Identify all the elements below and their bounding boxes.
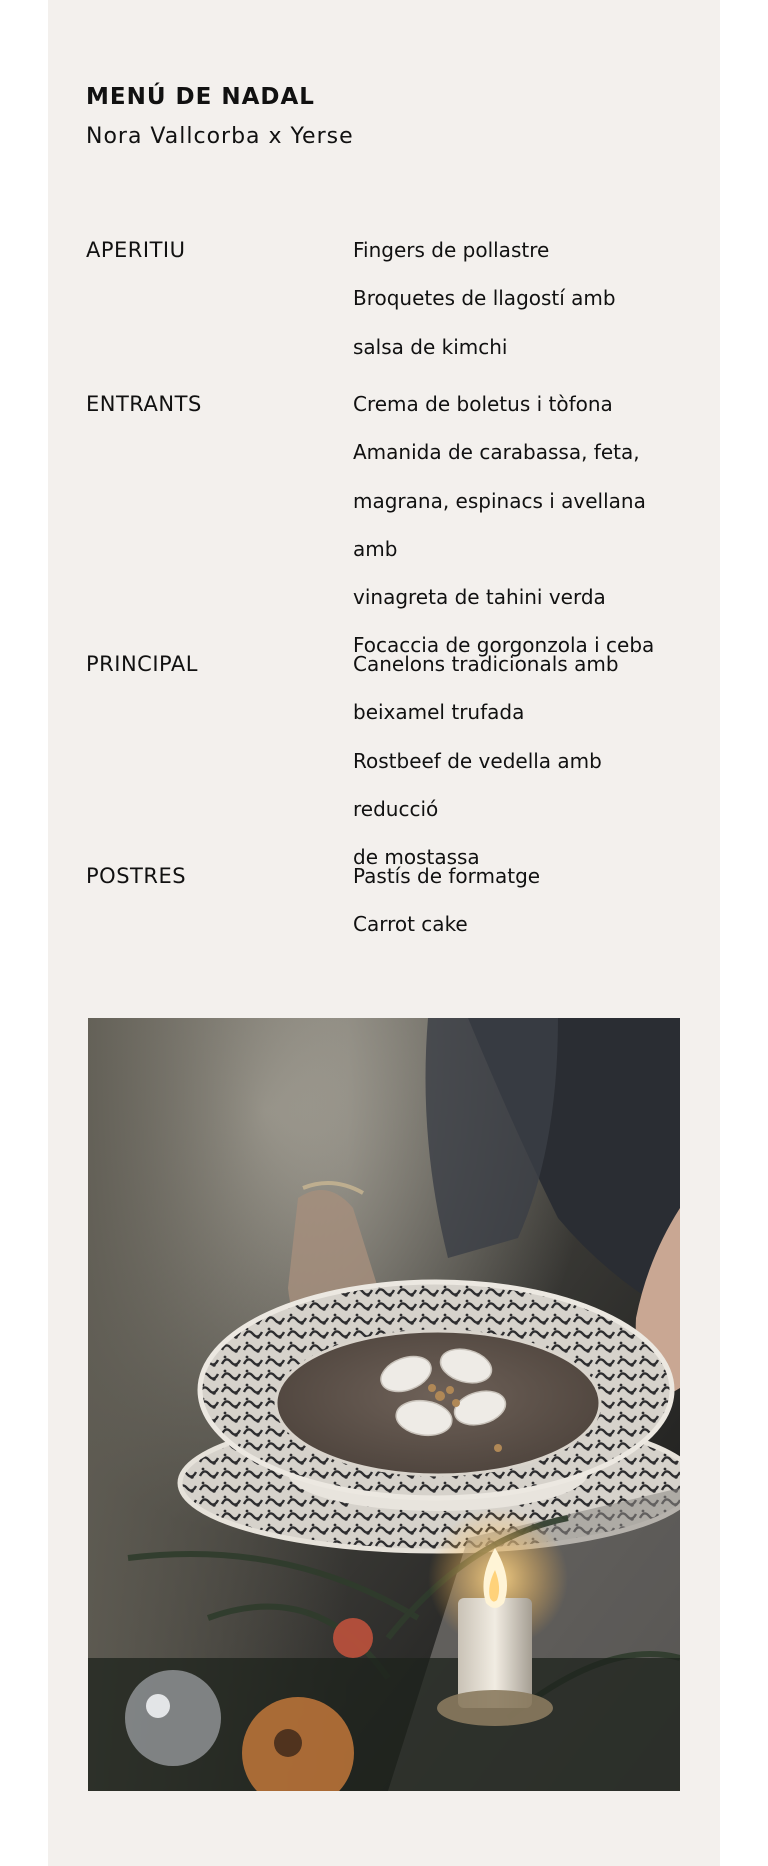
- dish-list: [353, 226, 683, 371]
- dish-item: Broquetes de llagostí amb salsa de kimchi: [353, 286, 616, 359]
- dish-list: [353, 380, 683, 670]
- dish-item: Pastís de formatge: [353, 864, 541, 888]
- dish-item: Amanida de carabassa, feta, magrana, espinacs i avellana amb vinagreta de tahini verda: [353, 440, 646, 610]
- dish-list: [353, 852, 683, 949]
- course-name: POSTRES: [86, 864, 187, 888]
- menu-card: [48, 0, 720, 1866]
- dish-item: Carrot cake: [353, 912, 468, 937]
- course-name: PRINCIPAL: [86, 652, 198, 676]
- dish-item: Crema de boletus i tòfona: [353, 392, 613, 416]
- menu-title: MENÚ DE NADAL: [86, 84, 315, 110]
- dish-list: [353, 640, 683, 881]
- menu-subtitle: Nora Vallcorba x Yerse: [86, 124, 354, 149]
- dish-item: Canelons tradicionals amb beixamel trufada: [353, 652, 619, 725]
- soup-photo: [88, 1018, 680, 1791]
- soup-photo-illustration: [88, 1018, 680, 1791]
- dish-item: Focaccia de gorgonzola i ceba: [353, 633, 655, 658]
- dish-item: Rostbeef de vedella amb reducció de mostassa: [353, 748, 602, 870]
- course-name: ENTRANTS: [86, 392, 202, 416]
- dish-item: Fingers de pollastre: [353, 238, 550, 262]
- course-name: APERITIU: [86, 238, 186, 262]
